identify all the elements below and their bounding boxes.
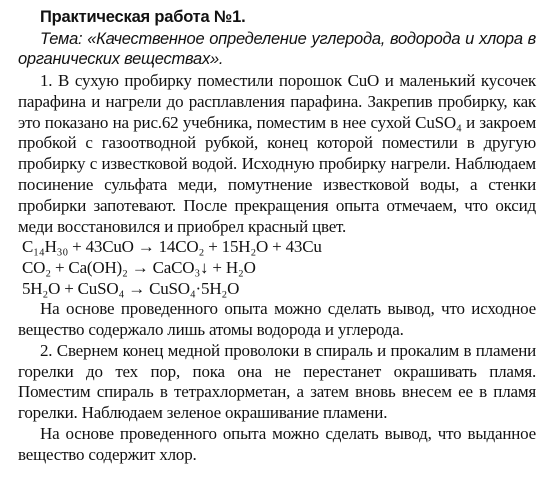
theme-label: Тема:: [40, 30, 83, 48]
equation-2: CO₂ + Ca(OH)₂ → CaCO₃↓ + H₂O: [22, 257, 256, 277]
equation-3: 5H₂O + CuSO₄ → CuSO₄·5H₂O: [22, 278, 240, 298]
paragraph-experiment-1: 1. В сухую пробирку поместили порошок CuO и маленький кусочек парафина и нагрели до расплавления парафина. Закрепив пробирку, как это показано на рис.62 учебника, поместим в нее сухой CuSO₄ и закроем пробкой с газоотводной рубкой, конец которой поместили в другую пробирку с известковой водой. Исходную пробирку нагрели. Наблюдаем посинение сульфата меди, помутнение известковой воды, а стенки пробирки запотевают. После прекращения опыта отмечаем, что оксид меди восстановился и приобрел красный цвет.: [18, 71, 536, 236]
conclusion-2: На основе проведенного опыта можно сделать вывод, что выданное вещество содержит хлор.: [18, 423, 536, 464]
theme-text: «Качественное определение углерода, водорода и хлора в органических веществах».: [18, 30, 536, 68]
conclusion-1: На основе проведенного опыта можно сделать вывод, что исходное вещество содержало лишь атомы водорода и углерода.: [18, 299, 536, 339]
equation-1: C₁₄H₃₀ + 43CuO → 14CO₂ + 15H₂O + 43Cu: [22, 237, 322, 257]
theme-line: [18, 29, 536, 69]
paragraph-experiment-2: 2. Свернем конец медной проволоки в спираль и прокалим в пламени горелки до тех пор, пока она не перестанет окрашивать пламя. Поместим спираль в тетрахлорметан, а затем вновь внесем ее в пламя горелки. Наблюдаем зеленое окрашивание пламени.: [18, 340, 536, 423]
page-title: Практическая работа №1.: [40, 8, 246, 26]
